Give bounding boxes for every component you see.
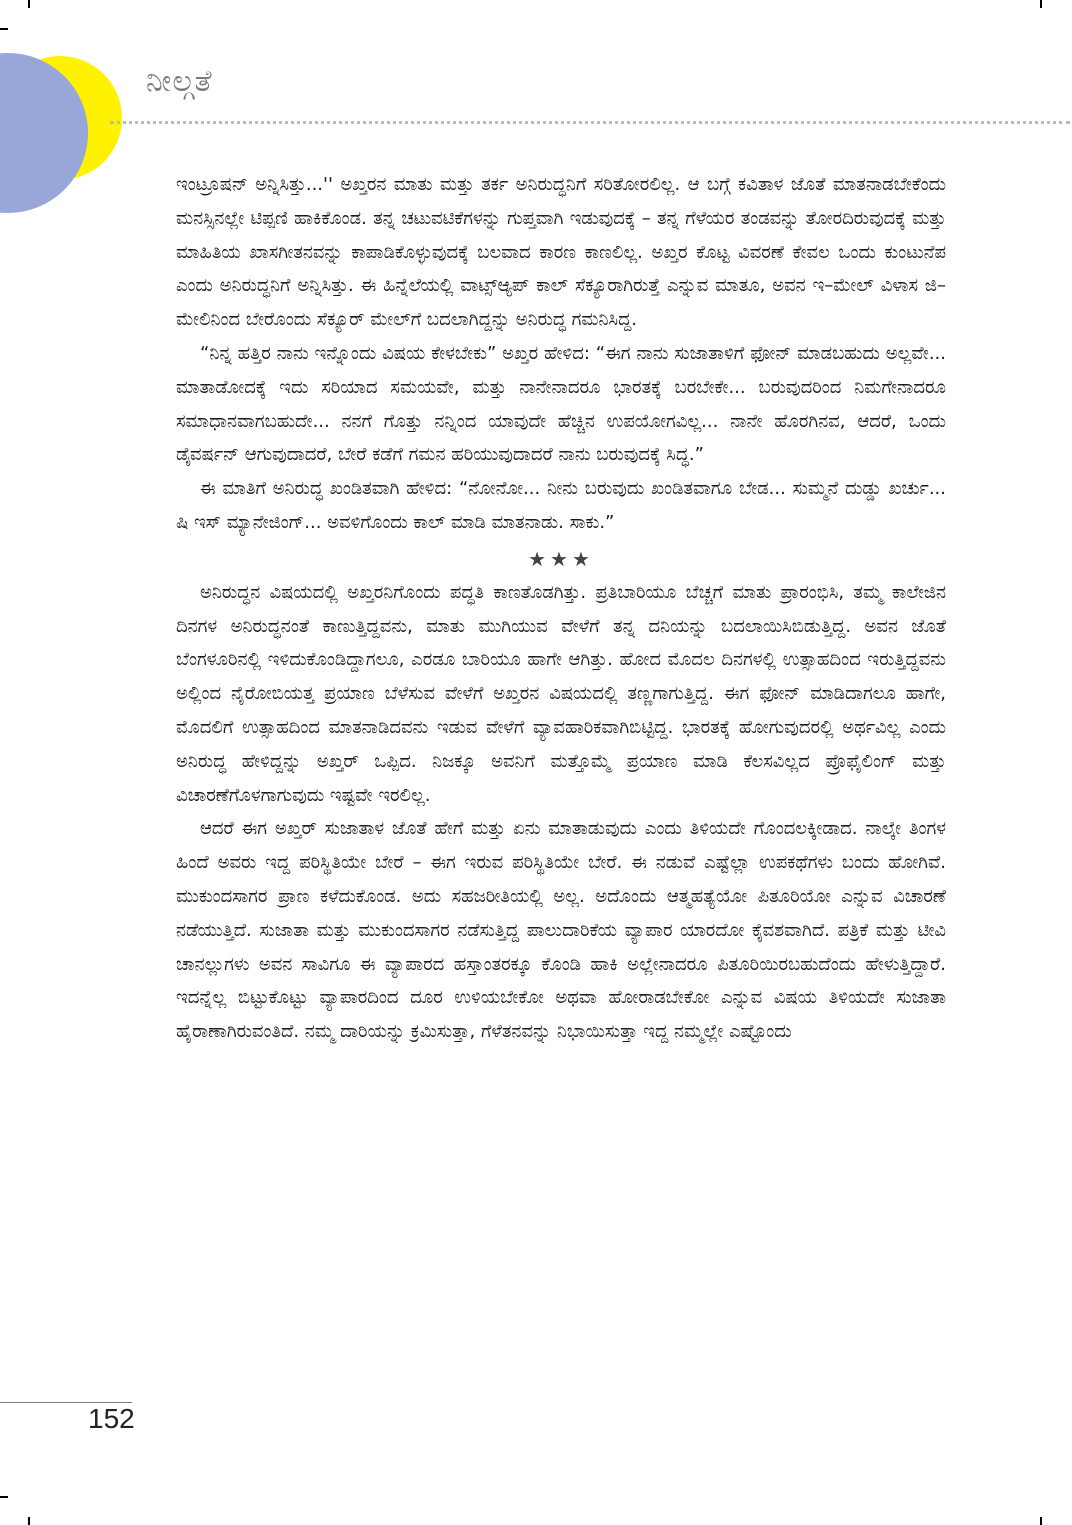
crop-mark-left-lower (0, 1496, 8, 1498)
paragraph-3: ಈ ಮಾತಿಗೆ ಅನಿರುದ್ಧ ಖಂಡಿತವಾಗಿ ಹೇಳಿದ: “ನೋನೋ... ನೀನು ಬರುವುದು ಖಂಡಿತವಾಗೂ ಬೇಡ... ಸುಮ್ಮನೆ ದುಡ್ಡು ಖರ್ಚು... ಷಿ ಇಸ್ ಮ್ಯಾನೇಜಿಂಗ್... ಅವಳಿಗೊಂದು ಕಾಲ್ ಮಾಡಿ ಮಾತನಾಡು. ಸಾಕು.” (176, 478, 946, 533)
crop-mark-bottom-right (1040, 1517, 1042, 1525)
header-decoration (0, 0, 200, 220)
paragraph-5: ಆದರೆ ಈಗ ಅಖ್ತರ್ ಸುಜಾತಾಳ ಜೊತೆ ಹೇಗೆ ಮತ್ತು ಏನು ಮಾತಾಡುವುದು ಎಂದು ತಿಳಿಯದೇ ಗೊಂದಲಕ್ಕೀಡಾದ. ನಾಲ್ಕೇ ತಿಂಗಳ ಹಿಂದೆ ಅವರು ಇದ್ದ ಪರಿಸ್ಥಿತಿಯೇ ಬೇರೆ – ಈಗ ಇರುವ ಪರಿಸ್ಥಿತಿಯೇ ಬೇರೆ. ಈ ನಡುವೆ ಎಷ್ಟೆಲ್ಲಾ ಉಪಕಥೆಗಳು ಬಂದು ಹೋಗಿವೆ. ಮುಕುಂದಸಾಗರ ಪ್ರಾಣ ಕಳೆದುಕೊಂಡ. ಅದು ಸಹಜರೀತಿಯಲ್ಲಿ ಅಲ್ಲ. ಅದೊಂದು ಆತ್ಮಹತ್ಯೆಯೋ ಪಿತೂರಿಯೋ ಎನ್ನುವ ವಿಚಾರಣೆ ನಡೆಯುತ್ತಿದೆ. ಸುಜಾತಾ ಮತ್ತು ಮುಕುಂದಸಾಗರ ನಡೆಸುತ್ತಿದ್ದ ಪಾಲುದಾರಿಕೆಯ ವ್ಯಾಪಾರ ಯಾರದೋ ಕೈವಶವಾಗಿದೆ. ಪತ್ರಿಕೆ ಮತ್ತು ಟೀವಿ ಚಾನಲ್ಲುಗಳು ಅವನ ಸಾವಿಗೂ ಈ ವ್ಯಾಪಾರದ ಹಸ್ತಾಂತರಕ್ಕೂ ಕೊಂಡಿ ಹಾಕಿ ಅಲ್ಲೇನಾದರೂ ಪಿತೂರಿಯಿರಬಹುದೆಂದು ಹೇಳುತ್ತಿದ್ದಾರೆ. ಇದನ್ನೆಲ್ಲ ಬಿಟ್ಟುಕೊಟ್ಟು ವ್ಯಾಪಾರದಿಂದ ದೂರ ಉಳಿಯಬೇಕೋ ಅಥವಾ ಹೋರಾಡಬೇಕೋ ಎನ್ನುವ ವಿಷಯ ತಿಳಿಯದೇ ಸುಜಾತಾ ಹೈರಾಣಾಗಿರುವಂತಿದೆ. ನಮ್ಮ ದಾರಿಯನ್ನು ಕ್ರಮಿಸುತ್ತಾ, ಗೆಳೆತನವನ್ನು ನಿಭಾಯಿಸುತ್ತಾ ಇದ್ದ ನಮ್ಮಲ್ಲೇ ಎಷ್ಟೊಂದು (176, 818, 946, 1043)
header-dotted-rule (110, 121, 1070, 124)
paragraph-4: ಅನಿರುದ್ಧನ ವಿಷಯದಲ್ಲಿ ಅಖ್ತರನಿಗೊಂದು ಪದ್ಧತಿ ಕಾಣತೊಡಗಿತ್ತು. ಪ್ರತಿಬಾರಿಯೂ ಬೆಚ್ಚಗೆ ಮಾತು ಪ್ರಾರಂಭಿಸಿ, ತಮ್ಮ ಕಾಲೇಜಿನ ದಿನಗಳ ಅನಿರುದ್ಧನಂತೆ ಕಾಣುತ್ತಿದ್ದವನು, ಮಾತು ಮುಗಿಯುವ ವೇಳೆಗೆ ತನ್ನ ದನಿಯನ್ನು ಬದಲಾಯಿಸಿಬಿಡುತ್ತಿದ್ದ. ಅವನ ಜೊತೆ ಬೆಂಗಳೂರಿನಲ್ಲಿ ಇಳಿದುಕೊಂಡಿದ್ದಾಗಲೂ, ಎರಡೂ ಬಾರಿಯೂ ಹಾಗೇ ಆಗಿತ್ತು. ಹೋದ ಮೊದಲ ದಿನಗಳಲ್ಲಿ ಉತ್ಸಾಹದಿಂದ ಇರುತ್ತಿದ್ದವನು ಅಲ್ಲಿಂದ ನೈರೋಬಿಯತ್ತ ಪ್ರಯಾಣ ಬೆಳೆಸುವ ವೇಳೆಗೆ ಅಖ್ತರನ ವಿಷಯದಲ್ಲಿ ತಣ್ಣಗಾಗುತ್ತಿದ್ದ. ಈಗ ಫೋನ್ ಮಾಡಿದಾಗಲೂ ಹಾಗೇ, ಮೊದಲಿಗೆ ಉತ್ಸಾಹದಿಂದ ಮಾತನಾಡಿದವನು ಇಡುವ ವೇಳೆಗೆ ವ್ಯಾವಹಾರಿಕವಾಗಿಬಿಟ್ಟಿದ್ದ. ಭಾರತಕ್ಕೆ ಹೋಗುವುದರಲ್ಲಿ ಅರ್ಥವಿಲ್ಲ ಎಂದು ಅನಿರುದ್ಧ ಹೇಳಿದ್ದನ್ನು ಅಖ್ತರ್ ಒಪ್ಪಿದ. ನಿಜಕ್ಕೂ ಅವನಿಗೆ ಮತ್ತೊಮ್ಮೆ ಪ್ರಯಾಣ ಮಾಡಿ ಕೆಲಸವಿಲ್ಲದ ಪ್ರೊಫೈಲಿಂಗ್ ಮತ್ತು ವಿಚಾರಣೆಗೊಳಗಾಗುವುದು ಇಷ್ಟವೇ ಇರಲಿಲ್ಲ. (176, 581, 946, 806)
page-number: 152 (88, 1403, 135, 1434)
paragraph-1: ಇಂಟ್ರೂಷನ್ ಅನ್ನಿಸಿತ್ತು...'' ಅಖ್ತರನ ಮಾತು ಮತ್ತು ತರ್ಕ ಅನಿರುದ್ಧನಿಗೆ ಸರಿತೋರಲಿಲ್ಲ. ಆ ಬಗ್ಗೆ ಕವಿತಾಳ ಜೊತೆ ಮಾತನಾಡಬೇಕೆಂದು ಮನಸ್ಸಿನಲ್ಲೇ ಟಿಪ್ಪಣಿ ಹಾಕಿಕೊಂಡ. ತನ್ನ ಚಟುವಟಿಕೆಗಳನ್ನು ಗುಪ್ತವಾಗಿ ಇಡುವುದಕ್ಕೆ – ತನ್ನ ಗೆಳೆಯರ ತಂಡವನ್ನು ತೋರದಿರುವುದಕ್ಕೆ ಮತ್ತು ಮಾಹಿತಿಯ ಖಾಸಗೀತನವನ್ನು ಕಾಪಾಡಿಕೊಳ್ಳುವುದಕ್ಕೆ ಬಲವಾದ ಕಾರಣ ಕಾಣಲಿಲ್ಲ. ಅಖ್ತರ ಕೊಟ್ಟ ವಿವರಣೆ ಕೇವಲ ಒಂದು ಕುಂಟುನೆಪ ಎಂದು ಅನಿರುದ್ಧನಿಗೆ ಅನ್ನಿಸಿತ್ತು. ಈ ಹಿನ್ನೆಲೆಯಲ್ಲಿ ವಾಟ್ಸ್ಆ್ಯಪ್ ಕಾಲ್ ಸೆಕ್ಯೂರಾಗಿರುತ್ತೆ ಎನ್ನುವ ಮಾತೂ, ಅವನ ಇ–ಮೇಲ್ ವಿಳಾಸ ಜಿ–ಮೇಲಿನಿಂದ ಬೇರೊಂದು ಸೆಕ್ಯೂರ್ ಮೇಲ್‌ಗೆ ಬದಲಾಗಿದ್ದನ್ನು ಅನಿರುದ್ಧ ಗಮನಿಸಿದ್ದ. (176, 174, 946, 331)
crop-mark-bottom-left (28, 1517, 30, 1525)
body-text (176, 168, 946, 1049)
running-title: ನೀಲ್ಗತೆ (146, 64, 213, 99)
section-separator: ★★★ (528, 546, 594, 571)
crop-mark-top-right (1040, 0, 1042, 8)
paragraph-2: “ನಿನ್ನ ಹತ್ತಿರ ನಾನು ಇನ್ನೊಂದು ವಿಷಯ ಕೇಳಬೇಕು” ಅಖ್ತರ ಹೇಳಿದ: “ಈಗ ನಾನು ಸುಜಾತಾಳಿಗೆ ಫೋನ್ ಮಾಡಬಹುದು ಅಲ್ಲವೇ... ಮಾತಾಡೋದಕ್ಕೆ ಇದು ಸರಿಯಾದ ಸಮಯವೇ, ಮತ್ತು ನಾನೇನಾದರೂ ಭಾರತಕ್ಕೆ ಬರಬೇಕೇ... ಬರುವುದರಿಂದ ನಿಮಗೇನಾದರೂ ಸಮಾಧಾನವಾಗಬಹುದೇ... ನನಗೆ ಗೊತ್ತು ನನ್ನಿಂದ ಯಾವುದೇ ಹೆಚ್ಚಿನ ಉಪಯೋಗವಿಲ್ಲ... ನಾನೇ ಹೊರಗಿನವ, ಆದರೆ, ಒಂದು ಡೈವರ್ಷನ್ ಆಗುವುದಾದರೆ, ಬೇರೆ ಕಡೆಗೆ ಗಮನ ಹರಿಯುವುದಾದರೆ ನಾನು ಬರುವುದಕ್ಕೆ ಸಿದ್ಧ.” (176, 342, 946, 466)
